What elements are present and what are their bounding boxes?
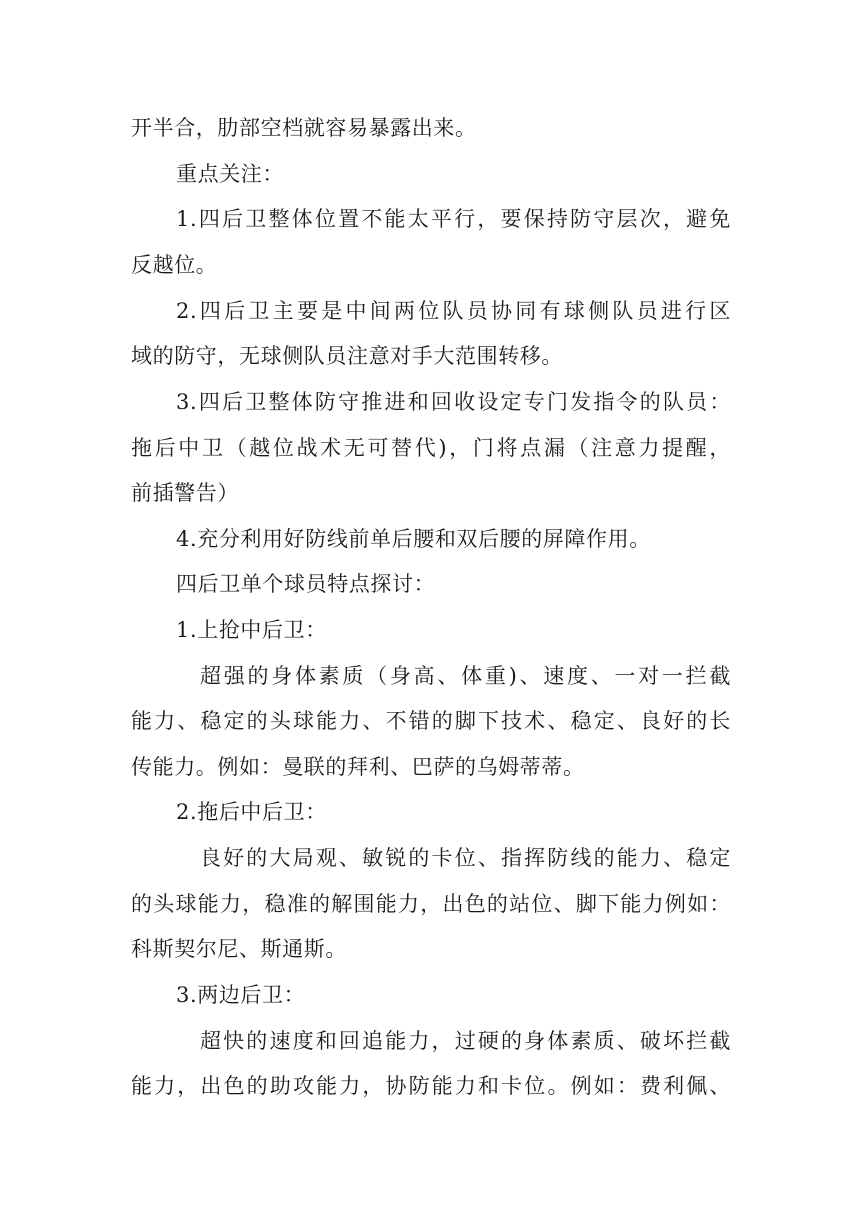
paragraph-text: 超强的身体素质（身高、体重)、速度、一对一拦截 [200,664,731,688]
section-heading: 重点关注： [176,162,284,186]
list-item-text: 1.四后卫整体位置不能太平行，要保持防守层次，避免 [176,207,731,231]
list-item-text: 3.四后卫整体防守推进和回收设定专门发指令的队员： [176,390,731,414]
paragraph-text: 超快的速度和回追能力，过硬的身体素质、破坏拦截 [200,1029,731,1053]
subheading: 2.拖后中后卫： [176,800,327,824]
text-line: 开半合，肋部空档就容易暴露出来。 [131,116,477,140]
paragraph-text: 良好的大局观、敏锐的卡位、指挥防线的能力、稳定 [200,846,731,870]
subheading: 3.两边后卫： [176,983,306,1007]
paragraph-text: 传能力。例如：曼联的拜利、巴萨的乌姆蒂蒂。 [131,755,585,779]
paragraph-text: 能力，出色的助攻能力，协防能力和卡位。例如：费利佩、 [131,1074,731,1098]
paragraph-text: 科斯契尔尼、斯通斯。 [131,937,347,961]
section-heading: 四后卫单个球员特点探讨： [176,572,436,596]
subheading: 1.上抢中后卫： [176,618,327,642]
list-item-text: 2.四后卫主要是中间两位队员协同有球侧队员进行区 [176,299,731,323]
list-item-text: 域的防守，无球侧队员注意对手大范围转移。 [131,344,563,368]
list-item-text: 反越位。 [131,253,218,277]
paragraph-text: 能力、稳定的头球能力、不错的脚下技术、稳定、良好的长 [131,709,731,733]
paragraph-text: 的头球能力，稳准的解围能力，出色的站位、脚下能力例如： [131,892,731,916]
list-item-text: 前插警告） [131,481,239,505]
list-item-text: 4.充分利用好防线前单后腰和双后腰的屏障作用。 [176,527,651,551]
list-item-text: 拖后中卫（越位战术无可替代)，门将点漏（注意力提醒， [131,436,731,460]
